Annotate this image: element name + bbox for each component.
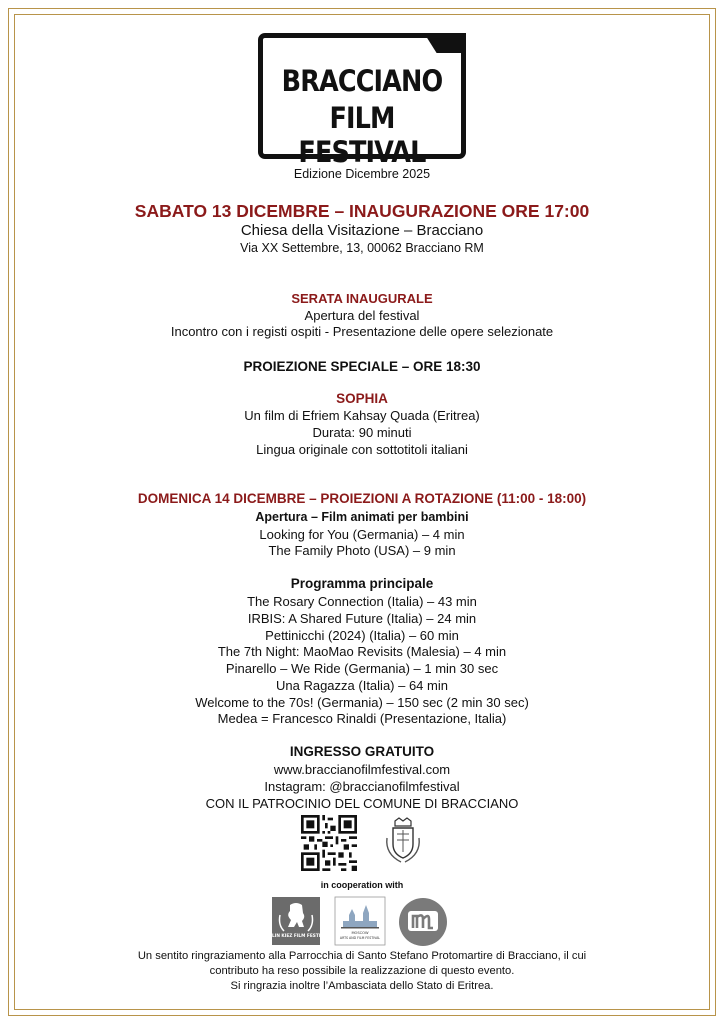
- kids-film: The Family Photo (USA) – 9 min: [268, 543, 456, 558]
- main-film: Una Ragazza (Italia) – 64 min: [276, 678, 448, 693]
- moscow-logo-line-1: MOSCOW: [351, 931, 369, 935]
- berlin-kiez-logo: [262, 897, 330, 945]
- logo-line-1: BRACCIANO: [281, 64, 443, 98]
- kids-title: Apertura – Film animati per bambini: [255, 510, 469, 524]
- qr-code[interactable]: [301, 815, 357, 871]
- moscow-logo-line-2: ARTS AND FILM FESTIVAL: [339, 936, 381, 940]
- instagram-handle[interactable]: Instagram: @braccianofilmfestival: [264, 779, 460, 794]
- moscow-festival-logo: [335, 897, 385, 945]
- film-language: Lingua originale con sottotitoli italiani: [256, 442, 468, 457]
- evening-title: SERATA INAUGURALE: [291, 291, 433, 306]
- main-film: Pettinicchi (2024) (Italia) – 60 min: [265, 628, 459, 643]
- kids-film: Looking for You (Germania) – 4 min: [259, 527, 465, 542]
- cooperation-label: in cooperation with: [320, 880, 404, 890]
- bracciano-crest-icon: [383, 818, 423, 864]
- main-film: Welcome to the 70s! (Germania) – 150 sec (2 min 30 sec): [195, 695, 529, 710]
- main-film: IRBIS: A Shared Future (Italia) – 24 min: [247, 611, 477, 626]
- evening-line-1: Apertura del festival: [304, 308, 420, 323]
- venue-name: Chiesa della Visitazione – Bracciano: [240, 222, 484, 239]
- patronage-line: CON IL PATROCINIO DEL COMUNE DI BRACCIANO: [205, 796, 519, 811]
- saturday-heading: SABATO 13 DICEMBRE – INAUGURAZIONE ORE 17:00: [134, 201, 590, 221]
- main-film: The Rosary Connection (Italia) – 43 min: [247, 594, 477, 609]
- film-duration: Durata: 90 minuti: [312, 425, 412, 440]
- thanks-line-2: contributo ha reso possibile la realizzazione di questo evento.: [209, 965, 515, 977]
- free-entry: INGRESSO GRATUITO: [289, 744, 435, 759]
- venue-address: Via XX Settembre, 13, 00062 Bracciano RM: [240, 241, 484, 255]
- thanks-line-3: Si ringrazia inoltre l’Ambasciata dello Stato di Eritrea.: [230, 980, 494, 992]
- film-title: SOPHIA: [336, 391, 388, 406]
- main-film: Pinarello – We Ride (Germania) – 1 min 30 sec: [225, 661, 499, 676]
- film-director: Un film di Efriem Kahsay Quada (Eritrea): [244, 408, 480, 423]
- edition-label: Edizione Dicembre 2025: [293, 167, 431, 181]
- evening-line-2: Incontro con i registi ospiti - Presentazione delle opere selezionate: [170, 324, 554, 339]
- main-program-title: Programma principale: [290, 576, 434, 591]
- special-screening-title: PROIEZIONE SPECIALE – ORE 18:30: [243, 359, 481, 374]
- berlin-logo-text: BERLIN KIEZ FILM FESTIVAL: [262, 934, 330, 939]
- thanks-line-1: Un sentito ringraziamento alla Parrocchia di Santo Stefano Protomartire di Bracciano, il cui: [137, 950, 587, 962]
- logo-corner-tab: [424, 33, 466, 53]
- sunday-heading: DOMENICA 14 DICEMBRE – PROIEZIONI A ROTAZIONE (11:00 - 18:00): [137, 491, 587, 506]
- logo-line-2: FILM FESTIVAL: [298, 101, 426, 169]
- website-link[interactable]: www.braccianofilmfestival.com: [273, 762, 451, 777]
- main-film: The 7th Night: MaoMao Revisits (Malesia) – 4 min: [217, 644, 507, 659]
- festival-logo: [258, 33, 466, 169]
- main-film: Medea = Francesco Rinaldi (Presentazione, Italia): [217, 711, 507, 726]
- partner-m-logo: [398, 897, 448, 947]
